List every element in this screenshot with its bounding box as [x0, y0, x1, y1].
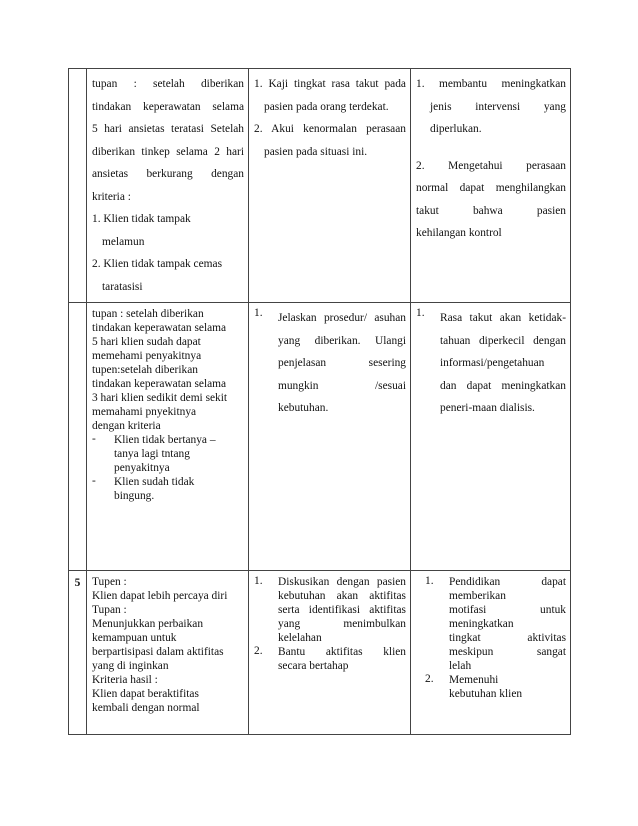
tujuan-line: bingung.: [114, 490, 155, 502]
row-number-cell: 5: [69, 571, 87, 735]
rasional-line: memberikan: [449, 590, 506, 602]
table-row: [69, 571, 571, 735]
rasional-line: diperlukan.: [430, 123, 482, 135]
rasional-line: lelah: [449, 660, 472, 672]
intervensi-line: serta identifikasi aktifitas: [278, 604, 406, 616]
list-marker: 1.: [254, 307, 263, 319]
tujuan-line: penyakitnya: [114, 462, 170, 474]
table-row: [69, 69, 571, 303]
intervensi-line: secara bertahap: [278, 660, 349, 672]
tujuan-line: 5 hari klien sudah dapat: [92, 336, 201, 348]
rasional-item: [425, 673, 566, 701]
rasional-line: Memenuhi: [449, 674, 499, 686]
tujuan-line: 3 hari klien sedikit demi sekit: [92, 392, 228, 404]
list-marker: 1.: [254, 575, 263, 587]
tujuan-cell: [87, 571, 249, 735]
tujuan-line: tupan : setelah diberikan: [92, 78, 244, 90]
list-marker: 1.: [425, 575, 434, 587]
intervensi-line: 1. Kaji tingkat rasa takut pada: [254, 78, 406, 90]
tujuan-line: Klien tidak bertanya –: [114, 434, 216, 446]
rasional-line: Rasa takut akan ketidak-: [440, 312, 566, 324]
tujuan-line: 5 hari ansietas teratasi Setelah: [92, 123, 244, 135]
tujuan-line: taratasisi: [102, 280, 143, 293]
intervensi-line: yang menimbulkan: [278, 618, 406, 630]
intervensi-line: pasien pada situasi ini.: [264, 145, 368, 158]
tujuan-line: memehami penyakitnya: [92, 350, 202, 362]
tujuan-line: kemampuan untuk: [92, 632, 177, 644]
tujuan-line: 1. Klien tidak tampak: [92, 213, 191, 225]
intervensi-cell: [249, 69, 411, 303]
intervensi-line: yang diberikan. Ulangi: [278, 334, 406, 347]
rasional-line: tahuan diperkecil dengan: [440, 334, 566, 347]
bullet-marker: -: [92, 433, 96, 445]
rasional-line: 2. Mengetahui perasaan: [416, 159, 566, 172]
tujuan-line: ansietas berkurang dengan: [92, 168, 244, 180]
rasional-line: motifasi untuk: [449, 604, 566, 616]
rasional-line: dan dapat meningkatkan: [440, 379, 566, 392]
tujuan-cell: [87, 303, 249, 571]
rasional-line: 1. membantu meningkatkan: [416, 78, 566, 90]
row-number-cell: [69, 303, 87, 571]
tujuan-line: dengan kriteria: [92, 420, 161, 432]
intervensi-line: Bantu aktifitas klien: [278, 646, 406, 658]
tujuan-line: tanya lagi tntang: [114, 448, 190, 460]
rasional-item: [425, 575, 566, 673]
rasional-line: takut bahwa pasien: [416, 204, 566, 217]
rasional-line: meningkatkan: [449, 618, 514, 630]
row-number-cell: [69, 69, 87, 303]
tujuan-line: Klien dapat beraktifitas: [92, 688, 199, 700]
tujuan-line: Klien sudah tidak: [114, 476, 195, 488]
intervensi-line: mungkin /sesuai: [278, 379, 406, 392]
intervensi-line: kelelahan: [278, 632, 322, 644]
rasional-line: peneri-maan dialisis.: [440, 402, 535, 414]
rasional-cell: [411, 69, 571, 303]
intervensi-item: [254, 645, 406, 673]
intervensi-line: pasien pada orang terdekat.: [264, 100, 389, 113]
tujuan-line: memahami pnyekitnya: [92, 406, 197, 418]
intervensi-cell: [249, 571, 411, 735]
rasional-cell: [411, 571, 571, 735]
intervensi-line: 2. Akui kenormalan perasaan: [254, 123, 406, 135]
tujuan-line: Tupen :: [92, 576, 127, 588]
tujuan-line: Kriteria hasil :: [92, 674, 158, 686]
intervensi-line: kebutuhan.: [278, 402, 329, 414]
rasional-line: jenis intervensi yang: [430, 100, 566, 113]
rasional-cell: [411, 303, 571, 571]
rasional-line: normal dapat menghilangkan: [416, 182, 566, 194]
nursing-care-plan-table: [68, 68, 571, 735]
list-marker: 1.: [416, 307, 425, 319]
tujuan-line: Menunjukkan perbaikan: [92, 618, 204, 630]
tujuan-line: kembali dengan normal: [92, 702, 200, 714]
tujuan-line: melamun: [102, 235, 145, 248]
tujuan-line: tupan : setelah diberikan: [92, 308, 204, 320]
tujuan-line: diberikan tinkep selama 2 hari: [92, 145, 244, 158]
tujuan-line: yang di inginkan: [92, 660, 169, 672]
intervensi-item: [254, 307, 406, 420]
tujuan-line: tindakan keperawatan selama: [92, 100, 244, 113]
tujuan-line: Klien dapat lebih percaya diri: [92, 590, 228, 602]
tujuan-line: 2. Klien tidak tampak cemas: [92, 258, 223, 270]
tujuan-cell: [87, 69, 249, 303]
intervensi-line: penjelasan sesering: [278, 357, 406, 369]
intervensi-line: kebutuhan akan aktifitas: [278, 590, 406, 602]
tujuan-line: kriteria :: [92, 190, 131, 203]
intervensi-item: [254, 575, 406, 645]
rasional-line: kebutuhan klien: [449, 688, 523, 700]
intervensi-cell: [249, 303, 411, 571]
rasional-line: informasi/pengetahuan: [440, 357, 545, 369]
tujuan-line: tindakan keperawatan selama: [92, 322, 227, 334]
intervensi-line: Diskusikan dengan pasien: [278, 576, 406, 588]
criteria-item: [92, 475, 244, 503]
tujuan-line: berpartisipasi dalam aktifitas: [92, 646, 224, 658]
rasional-item: [416, 307, 566, 420]
tujuan-line: tupen:setelah diberikan: [92, 364, 198, 376]
rasional-line: Pendidikan dapat: [449, 576, 566, 588]
list-marker: 2.: [254, 645, 263, 657]
table-row: [69, 303, 571, 571]
list-marker: 2.: [425, 673, 434, 685]
tujuan-line: tindakan keperawatan selama: [92, 378, 227, 390]
rasional-line: kehilangan kontrol: [416, 227, 502, 239]
criteria-item: [92, 433, 244, 475]
rasional-line: meskipun sangat: [449, 646, 566, 658]
bullet-marker: -: [92, 475, 96, 487]
intervensi-line: Jelaskan prosedur/ asuhan: [278, 312, 406, 324]
tujuan-line: Tupan :: [92, 604, 127, 616]
rasional-line: tingkat aktivitas: [449, 632, 566, 644]
